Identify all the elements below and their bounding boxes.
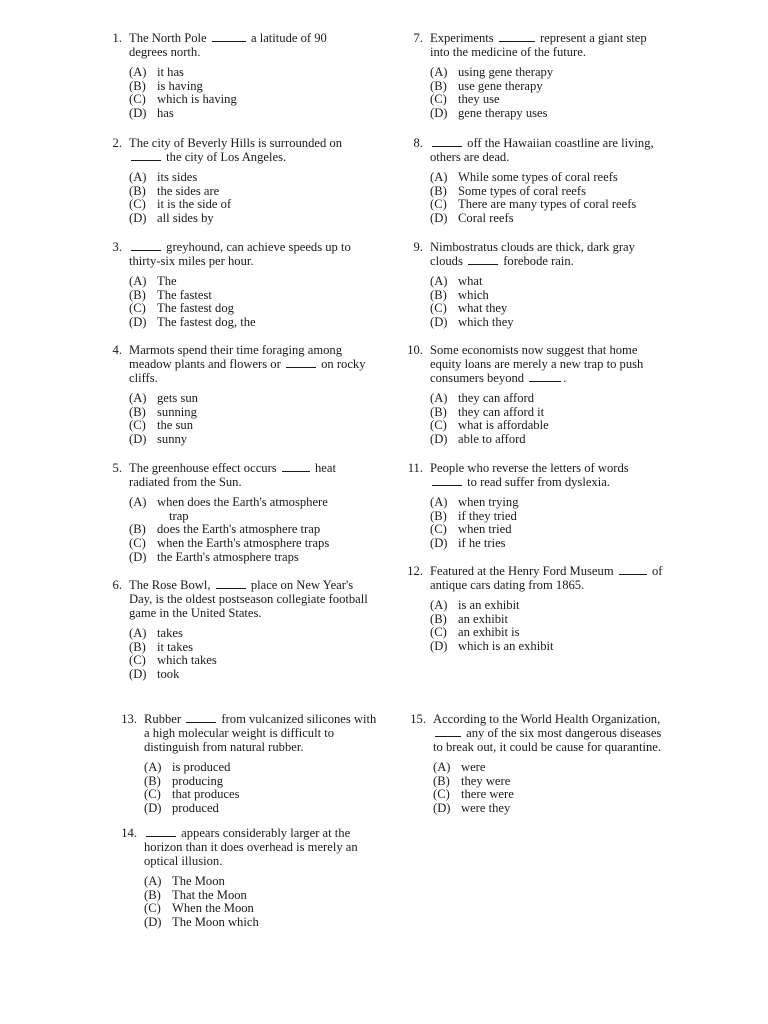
choice-text: what they [458,301,508,316]
question-text [144,712,381,754]
stem-before-blank: According to the World Health Organization, [433,712,661,726]
answer-choices [401,392,669,447]
choice-letter: (B) [144,887,161,902]
stem-after-blank: represent a giant step into the medicine of the future. [430,31,647,59]
choice-letter: (D) [144,801,162,816]
stem-before-blank: People who reverse the letters of words [430,461,629,475]
choice-text: There are many types of coral reefs [458,197,637,212]
answer-blank [212,31,246,42]
choice-b[interactable] [144,889,375,903]
choice-letter: (A) [430,598,448,612]
answer-blank [432,136,462,147]
answer-choices [100,275,375,330]
answer-choices [115,761,381,816]
choice-letter: (B) [129,639,146,654]
choice-text: using gene therapy [458,65,554,79]
choice-text: the Earth's atmosphere traps [157,549,299,564]
choice-c[interactable] [430,198,669,212]
choice-text: that produces [172,787,240,802]
choice-letter: (B) [430,611,447,626]
question-stem [115,712,381,754]
choice-text: The fastest [157,287,212,302]
question-text [129,343,375,385]
choice-c[interactable] [129,93,365,107]
choice-letter: (C) [129,418,146,433]
question-text [129,136,372,164]
choice-letter: (B) [430,287,447,302]
choice-text: sunny [157,432,188,447]
question-stem [115,826,375,868]
choice-text: which is having [157,92,237,107]
choice-letter: (D) [433,801,451,816]
choice-text: gets sun [157,391,198,405]
choice-b[interactable] [430,80,663,94]
question-text [129,461,368,489]
stem-after-blank: to read suffer from dyslexia. [467,475,610,489]
question-number: 4. [112,343,122,357]
stem-after-blank: on rocky cliffs. [129,357,366,385]
choice-letter: (A) [129,495,147,509]
choice-letter: (A) [129,170,147,184]
choice-letter: (A) [433,760,451,774]
choice-text: which is an exhibit [458,639,554,654]
choice-letter: (B) [129,183,146,198]
choice-a[interactable] [129,392,375,406]
choice-c[interactable] [129,198,372,212]
question-number: 11. [407,461,423,475]
choice-c[interactable] [430,302,663,316]
choice-text: were they [461,801,511,816]
choice-d[interactable] [144,916,375,930]
choice-text: what [458,274,483,288]
stem-after-blank: . [563,371,567,385]
question-number: 15. [410,712,426,726]
answer-blank [131,150,161,161]
question-11 [401,461,663,551]
stem-before-blank: Featured at the Henry Ford Museum [430,564,614,578]
choice-text: The Moon [172,874,225,888]
question-stem [404,712,669,754]
choice-a[interactable] [144,875,375,889]
choice-letter: (D) [430,536,448,551]
choice-text: When the Moon [172,901,254,916]
choice-text: they can afford [458,391,534,405]
choice-letter: (A) [430,391,448,405]
choice-d[interactable] [129,107,365,121]
choice-letter: (C) [430,625,447,640]
choice-text: use gene therapy [458,78,543,93]
stem-before-blank: Rubber [144,712,182,726]
choice-text: they use [458,92,500,107]
choice-letter: (C) [433,787,450,802]
stem-before-blank: Nimbostratus clouds are thick, dark gray clouds [430,240,635,268]
question-number: 2. [112,136,122,150]
stem-before-blank: The city of Beverly Hills is surrounded on [129,136,343,150]
answer-blank [529,371,561,382]
choice-text: the sides are [157,183,220,198]
answer-choices [100,496,368,565]
question-number: 9. [413,240,423,254]
choice-letter: (D) [144,915,162,930]
choice-b[interactable] [129,185,372,199]
answer-blank [216,578,246,589]
choice-d[interactable] [430,537,663,551]
question-stem [401,461,663,489]
question-number: 5. [112,461,122,475]
choice-text: sunning [157,404,197,419]
choice-b[interactable] [129,641,372,655]
choice-letter: (C) [430,522,447,537]
answer-blank [131,240,161,251]
choice-c[interactable] [144,788,381,802]
choice-d[interactable] [430,433,669,447]
choice-letter: (B) [129,522,146,537]
answer-choices [100,171,372,226]
choice-letter: (D) [129,315,147,330]
question-text [144,826,375,868]
stem-after-blank: forebode rain. [503,254,574,268]
choice-letter: (C) [144,901,161,916]
question-stem [401,136,669,164]
choice-a[interactable] [430,392,669,406]
choice-text: there were [461,787,514,802]
question-stem [100,343,375,385]
choice-d[interactable] [430,107,663,121]
choice-letter: (D) [430,639,448,654]
answer-blank [146,826,176,837]
choice-text: it has [157,65,184,79]
choice-text: when trying [458,495,519,509]
choice-text: is an exhibit [458,598,520,612]
choice-a[interactable] [430,496,663,510]
choice-d[interactable] [129,668,372,682]
choice-letter: (C) [430,301,447,316]
choice-a[interactable] [129,275,375,289]
question-12 [401,564,669,654]
stem-after-blank: heat radiated from the Sun. [129,461,336,489]
stem-before-blank: The North Pole [129,31,207,45]
question-stem [100,578,372,620]
stem-after-blank: the city of Los Angeles. [166,150,287,164]
question-text [430,31,663,59]
question-9 [401,240,663,330]
choice-c[interactable] [433,788,669,802]
choice-letter: (B) [430,508,447,523]
choice-letter: (B) [430,404,447,419]
answer-blank [499,31,535,42]
stem-after-blank: any of the six most dangerous diseases to break out, it could be cause for quarantine. [433,726,662,754]
choice-text: if they tried [458,508,517,523]
choice-letter: (D) [129,211,147,226]
choice-letter: (D) [129,106,147,121]
question-stem [401,31,663,59]
choice-a[interactable] [433,761,669,775]
question-15 [404,712,669,816]
choice-letter: (D) [129,549,147,564]
choice-text: what is affordable [458,418,549,433]
choice-b[interactable] [129,289,375,303]
choice-text: an exhibit [458,611,509,626]
choice-letter: (B) [433,773,450,788]
choice-b[interactable] [430,406,669,420]
choice-d[interactable] [129,433,375,447]
question-number: 6. [112,578,122,592]
question-stem [401,240,663,268]
choice-letter: (C) [129,536,146,551]
choice-letter: (C) [430,197,447,212]
choice-letter: (A) [129,626,147,640]
choice-letter: (A) [129,274,147,288]
question-text [433,712,669,754]
question-number: 14. [121,826,137,840]
stem-after-blank: of antique cars dating from 1865. [430,564,663,592]
stem-before-blank: The Rose Bowl, [129,578,211,592]
stem-before-blank: Experiments [430,31,494,45]
choice-text: While some types of coral reefs [458,170,618,184]
choice-text: it is the side of [157,197,232,212]
choice-text: The fastest dog, the [157,315,256,330]
choice-letter: (C) [129,301,146,316]
choice-text: is produced [172,760,231,774]
choice-b[interactable] [430,510,663,524]
choice-c[interactable] [129,302,375,316]
choice-letter: (C) [430,92,447,107]
stem-after-blank: off the Hawaiian coastline are living, others are dead. [430,136,654,164]
choice-d[interactable] [430,316,663,330]
choice-letter: (A) [430,170,448,184]
answer-choices [100,66,365,121]
choice-letter: (A) [129,65,147,79]
choice-c[interactable] [144,902,375,916]
choice-text: The fastest dog [157,301,234,316]
choice-a[interactable] [129,627,372,641]
choice-c[interactable] [129,419,375,433]
answer-choices [100,392,375,447]
choice-b[interactable] [430,185,669,199]
question-4 [100,343,375,447]
choice-d[interactable] [129,316,375,330]
answer-blank [619,564,647,575]
choice-text: The [157,274,177,288]
choice-letter: (C) [129,653,146,668]
answer-choices [401,599,669,654]
choice-letter: (C) [430,418,447,433]
choice-text: when tried [458,522,512,537]
choice-letter: (B) [129,287,146,302]
choice-text: does the Earth's atmosphere trap [157,522,321,537]
choice-letter: (B) [129,78,146,93]
choice-letter: (A) [430,65,448,79]
question-14 [115,826,375,930]
choice-text: which takes [157,653,217,668]
choice-text [157,496,368,523]
choice-b[interactable] [430,613,669,627]
choice-a[interactable] [144,761,381,775]
choice-text: Some types of coral reefs [458,183,586,198]
answer-blank [282,461,310,472]
answer-blank [435,726,461,737]
question-7 [401,31,663,121]
choice-a[interactable] [129,496,368,523]
choice-c[interactable] [430,93,663,107]
choice-text: when the Earth's atmosphere traps [157,536,330,551]
choice-c[interactable] [129,654,372,668]
choice-c[interactable] [430,419,669,433]
choice-letter: (A) [144,760,162,774]
choice-a[interactable] [430,275,663,289]
choice-text: were [461,760,486,774]
question-stem [100,136,372,164]
choice-text-continuation: trap [169,508,189,523]
choice-letter: (C) [129,197,146,212]
choice-text: they were [461,773,511,788]
choice-text: is having [157,78,203,93]
question-text [430,343,669,385]
choice-letter: (D) [129,432,147,447]
choice-text: The Moon which [172,915,259,930]
choice-text: took [157,667,180,682]
answer-blank [186,712,216,723]
choice-letter: (C) [129,92,146,107]
stem-after-blank: a latitude of 90 degrees north. [129,31,327,59]
choice-b[interactable] [430,289,663,303]
choice-a[interactable] [129,66,365,80]
choice-b[interactable] [129,523,368,537]
choice-b[interactable] [144,775,381,789]
stem-before-blank: The greenhouse effect occurs [129,461,277,475]
question-stem [401,343,669,385]
choice-d[interactable] [129,551,368,565]
question-5 [100,461,368,565]
question-text [129,578,372,620]
question-number: 7. [413,31,423,45]
choice-text: That the Moon [172,887,247,902]
choice-letter: (D) [430,432,448,447]
answer-choices [401,171,669,226]
question-8 [401,136,669,226]
choice-letter: (A) [430,274,448,288]
question-6 [100,578,372,682]
question-text [430,136,669,164]
choice-a[interactable] [129,171,372,185]
question-10 [401,343,669,447]
question-number: 13. [121,712,137,726]
answer-choices [100,627,372,682]
choice-text-line: when does the Earth's atmosphere [157,495,328,509]
question-stem [100,31,365,59]
question-3 [100,240,375,330]
question-text [129,31,365,59]
question-text [430,461,663,489]
choice-text: takes [157,626,183,640]
choice-b[interactable] [433,775,669,789]
stem-after-blank: place on New Year's Day, is the oldest postseason collegiate football game in the United States. [129,578,368,620]
stem-after-blank: greyhound, can achieve speeds up to thirty-six miles per hour. [129,240,351,268]
stem-after-blank: from vulcanized silicones with a high molecular weight is difficult to distinguish from natural rubber. [144,712,377,754]
stem-after-blank: appears considerably larger at the horizon than it does overhead is merely an optical illusion. [144,826,358,868]
answer-choices [401,496,663,551]
choice-letter: (D) [430,211,448,226]
question-number: 12. [407,564,423,578]
answer-choices [401,66,663,121]
choice-text: Coral reefs [458,211,514,226]
choice-d[interactable] [433,802,669,816]
choice-letter: (A) [129,391,147,405]
answer-blank [432,475,462,486]
choice-letter: (B) [129,404,146,419]
question-2 [100,136,372,226]
question-13 [115,712,381,816]
choice-text: they can afford it [458,404,545,419]
choice-c[interactable] [430,626,669,640]
question-1 [100,31,365,121]
question-text [430,240,663,268]
choice-text: produced [172,801,219,816]
answer-choices [115,875,375,930]
choice-letter: (D) [430,315,448,330]
choice-d[interactable] [430,212,669,226]
answer-choices [401,275,663,330]
choice-text: it takes [157,639,194,654]
stem-before-blank: Marmots spend their time foraging among meadow plants and flowers or [129,343,342,371]
choice-a[interactable] [430,66,663,80]
question-number: 1. [112,31,122,45]
stem-before-blank: Some economists now suggest that home equity loans are merely a new trap to push consumers beyond [430,343,644,385]
question-stem [100,461,368,489]
choice-letter: (B) [144,773,161,788]
question-number: 8. [413,136,423,150]
choice-text: the sun [157,418,194,433]
question-number: 3. [112,240,122,254]
choice-text: an exhibit is [458,625,520,640]
choice-b[interactable] [129,80,365,94]
choice-a[interactable] [430,171,669,185]
question-text [430,564,669,592]
question-text [129,240,375,268]
choice-letter: (A) [144,874,162,888]
choice-text: which they [458,315,514,330]
choice-d[interactable] [129,212,372,226]
question-stem [401,564,669,592]
choice-letter: (D) [129,667,147,682]
choice-letter: (D) [430,106,448,121]
choice-b[interactable] [129,406,375,420]
choice-text: if he tries [458,536,506,551]
choice-d[interactable] [430,640,669,654]
question-number: 10. [407,343,423,357]
choice-letter: (B) [430,183,447,198]
choice-c[interactable] [430,523,663,537]
choice-letter: (C) [144,787,161,802]
choice-text: gene therapy uses [458,106,548,121]
choice-text: which [458,287,489,302]
question-stem [100,240,375,268]
choice-text: its sides [157,170,198,184]
answer-blank [286,357,316,368]
choice-a[interactable] [430,599,669,613]
choice-text: all sides by [157,211,214,226]
choice-text: has [157,106,174,121]
choice-d[interactable] [144,802,381,816]
choice-text: producing [172,773,224,788]
choice-letter: (B) [430,78,447,93]
choice-c[interactable] [129,537,368,551]
choice-text: able to afford [458,432,526,447]
choice-letter: (A) [430,495,448,509]
answer-blank [468,254,498,265]
answer-choices [404,761,669,816]
